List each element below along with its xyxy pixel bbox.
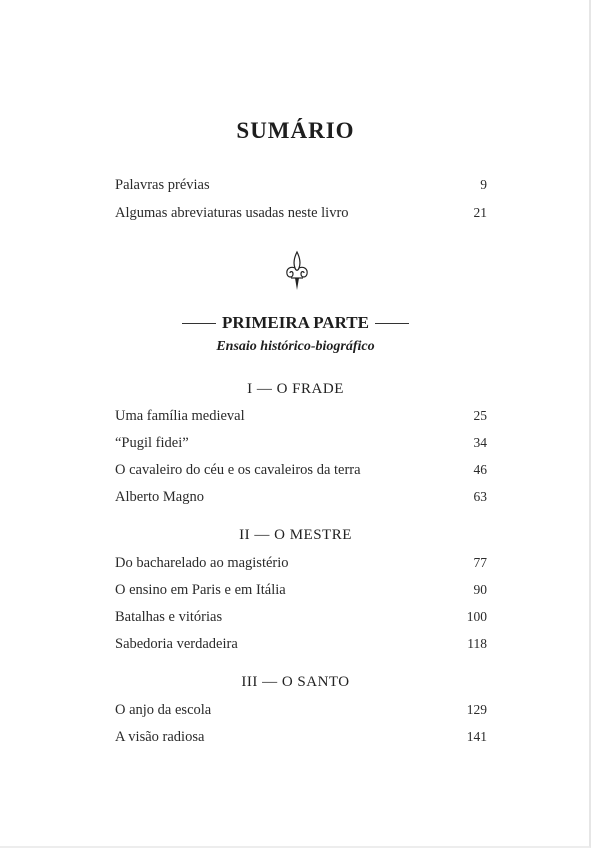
- toc-entry-label: Palavras prévias: [115, 177, 210, 193]
- toc-entry-label: “Pugil fidei”: [115, 435, 189, 451]
- toc-entry-page: 90: [473, 582, 487, 597]
- page-title: SUMÁRIO: [236, 118, 355, 143]
- toc-entry-label: O ensino em Paris e em Itália: [115, 582, 286, 598]
- toc-entry-page: 118: [467, 636, 487, 651]
- toc-entry: [115, 729, 487, 751]
- toc-entry: [115, 177, 487, 199]
- toc-entry: [115, 435, 487, 457]
- toc-entry-label: A visão radiosa: [115, 729, 205, 745]
- toc-entry-label: O cavaleiro do céu e os cavaleiros da terra: [115, 462, 361, 478]
- part-subtitle: Ensaio histórico-biográfico: [216, 339, 375, 354]
- toc-entry-page: 141: [466, 729, 487, 744]
- toc-entry: [115, 205, 487, 227]
- toc-entry: [115, 555, 487, 577]
- toc-entry-page: 77: [473, 555, 487, 570]
- toc-entry-page: 34: [473, 435, 487, 450]
- toc-entry-page: 9: [480, 177, 487, 192]
- toc-entry-label: Sabedoria verdadeira: [115, 636, 238, 652]
- toc-entry: [115, 489, 487, 511]
- toc-entry: [115, 609, 487, 631]
- toc-entry-page: 63: [473, 489, 487, 504]
- rule-left: [182, 323, 216, 324]
- toc-entry-label: Batalhas e vitórias: [115, 609, 223, 625]
- toc-entry-page: 46: [473, 462, 487, 477]
- toc-entry-page: 100: [466, 609, 487, 624]
- toc-entry-label: O anjo da escola: [115, 702, 212, 718]
- toc-entry: [115, 408, 487, 430]
- part-title: PRIMEIRA PARTE: [222, 313, 369, 332]
- toc-entry-label: Uma família medieval: [115, 408, 245, 424]
- section-heading: III — O SANTO: [241, 674, 350, 690]
- toc-entry: [115, 636, 487, 658]
- toc-entry: [115, 582, 487, 604]
- rule-right: [375, 323, 409, 324]
- part-heading: [0, 313, 591, 333]
- toc-entry-page: 25: [473, 408, 487, 423]
- section-heading: II — O MESTRE: [239, 527, 352, 543]
- toc-entry-page: 21: [473, 205, 487, 220]
- toc-entry-label: Algumas abreviaturas usadas neste livro: [115, 205, 349, 221]
- toc-entry-label: Alberto Magno: [115, 489, 204, 505]
- toc-entry-page: 129: [466, 702, 487, 717]
- section-heading: I — O FRADE: [247, 381, 344, 397]
- fleuron-ornament-icon: [282, 250, 312, 292]
- toc-entry: [115, 702, 487, 724]
- toc-entry: [115, 462, 487, 484]
- toc-entry-label: Do bacharelado ao magistério: [115, 555, 289, 571]
